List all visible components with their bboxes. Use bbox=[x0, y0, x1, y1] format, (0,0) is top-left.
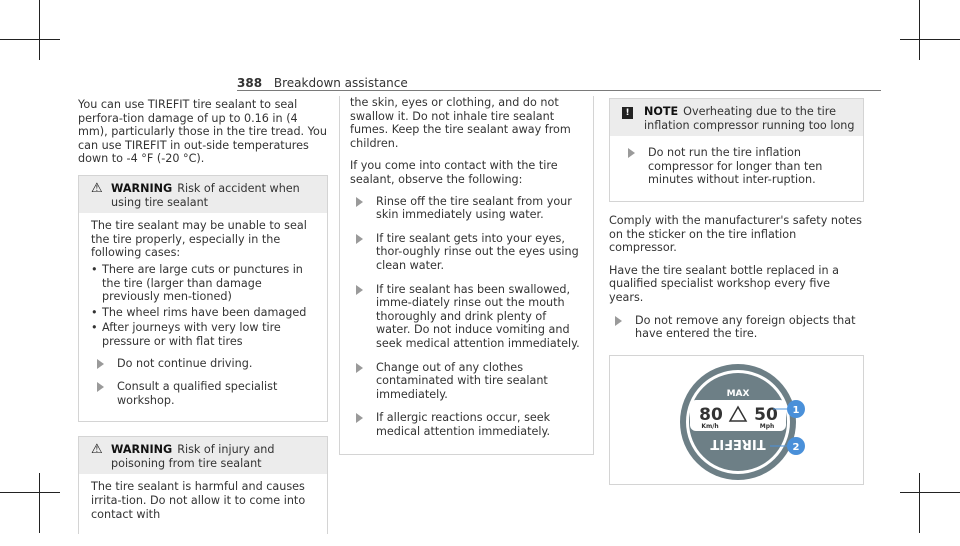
step-text: Do not continue driving. bbox=[117, 356, 253, 370]
step-arrow-icon bbox=[97, 382, 104, 392]
warning-body bbox=[79, 213, 327, 421]
list-item: • After journeys with very low tire pressure or with flat tires bbox=[91, 321, 317, 348]
sticker-mph-unit: Mph bbox=[759, 422, 775, 430]
step-item bbox=[350, 411, 583, 438]
step-item bbox=[350, 232, 583, 273]
step-arrow-icon bbox=[628, 148, 635, 158]
callout-number: 1 bbox=[792, 404, 800, 416]
warning-triangle-icon: ⚠ bbox=[91, 442, 103, 458]
step-text: If tire sealant gets into your eyes, thor-oughly rinse out the eyes using clean water. bbox=[376, 231, 579, 272]
warning-title: Risk of accident when using tire sealant bbox=[111, 181, 300, 209]
step-text: Rinse off the tire sealant from your skin immediately using water. bbox=[376, 194, 572, 222]
step-item bbox=[609, 314, 864, 341]
step-text: If allergic reactions occur, seek medical attention immediately. bbox=[376, 411, 551, 438]
crop-mark bbox=[0, 492, 60, 493]
note-label: NOTE bbox=[644, 105, 679, 118]
intro-paragraph: You can use TIREFIT tire sealant to seal perfora-tion damage of up to 0.16 in (4 mm), particularly those in the tire tread. You can use TIREFIT in out-side temperatures down to -4 °F (-20 °C). bbox=[78, 98, 327, 166]
column-2 bbox=[339, 98, 594, 467]
tirefit-sticker-graphic bbox=[610, 356, 863, 484]
step-item bbox=[622, 146, 853, 187]
sticker-brand-text: TIREFIT bbox=[710, 435, 766, 451]
crop-mark bbox=[0, 39, 60, 40]
warning-label: WARNING bbox=[111, 181, 173, 195]
sticker-kmh-unit: Km/h bbox=[701, 422, 719, 430]
note-header bbox=[610, 99, 863, 136]
column-1 bbox=[78, 98, 328, 546]
warning-title: Risk of injury and poisoning from tire sealant bbox=[111, 443, 275, 470]
crop-mark bbox=[900, 492, 960, 493]
step-arrow-icon bbox=[615, 316, 622, 326]
note-box bbox=[609, 98, 864, 202]
step-item bbox=[350, 361, 583, 402]
note-title: Overheating due to the tire inflation compressor running too long bbox=[644, 105, 855, 132]
notice-glyph: ! bbox=[622, 107, 633, 119]
step-arrow-icon bbox=[356, 285, 363, 295]
notice-icon bbox=[622, 105, 644, 132]
list-item: • There are large cuts or punctures in the tire (larger than damage previously men-tioned) bbox=[91, 263, 317, 304]
crop-mark bbox=[39, 473, 40, 533]
warning-box-continued bbox=[339, 96, 594, 455]
warning-body bbox=[79, 474, 327, 534]
crop-mark bbox=[919, 473, 920, 533]
step-item bbox=[91, 357, 317, 371]
warning-text: The tire sealant may be unable to seal the tire properly, especially in the following cases: bbox=[91, 219, 307, 260]
warning-box-injury bbox=[78, 436, 328, 534]
step-arrow-icon bbox=[356, 413, 363, 423]
step-arrow-icon bbox=[356, 234, 363, 244]
page-header bbox=[237, 76, 408, 90]
step-text: Do not run the tire inflation compressor for longer than ten minutes without inter-ruption. bbox=[648, 146, 823, 187]
step-text: Change out of any clothes contaminated with tire sealant immediately. bbox=[376, 360, 548, 401]
paragraph: Comply with the manufacturer's safety notes on the sticker on the tire inflation compressor. bbox=[609, 213, 862, 255]
warning-label: WARNING bbox=[111, 443, 173, 457]
crop-mark bbox=[900, 39, 960, 40]
step-item bbox=[91, 380, 317, 407]
step-item bbox=[350, 283, 583, 351]
sticker-max-text: MAX bbox=[726, 388, 750, 399]
warning-header bbox=[79, 437, 327, 474]
step-text: Consult a qualified specialist workshop. bbox=[117, 380, 278, 407]
header-divider bbox=[237, 90, 881, 91]
warning-instructions-intro: If you come into contact with the tire sealant, observe the following: bbox=[350, 159, 558, 186]
step-item bbox=[350, 195, 583, 222]
warning-continued-text: the skin, eyes or clothing, and do not swallow it. Do not inhale tire sealant fumes. Keep the tire sealant away from children. bbox=[350, 96, 571, 150]
sticker-kmh-value: 80 bbox=[699, 404, 723, 425]
step-arrow-icon bbox=[97, 359, 104, 369]
crop-mark bbox=[919, 0, 920, 60]
sticker-mph-value: 50 bbox=[754, 404, 778, 425]
crop-mark bbox=[39, 0, 40, 60]
list-item: • The wheel rims have been damaged bbox=[91, 306, 317, 320]
section-title: Breakdown assistance bbox=[273, 76, 408, 90]
warning-bullet-list bbox=[91, 263, 317, 349]
callout-number: 2 bbox=[792, 441, 800, 453]
note-body bbox=[610, 136, 863, 201]
step-text: Do not remove any foreign objects that have entered the tire. bbox=[635, 313, 856, 341]
step-arrow-icon bbox=[356, 197, 363, 207]
warning-text: The tire sealant is harmful and causes irrita-tion. Do not allow it to come into contact with bbox=[91, 480, 306, 521]
warning-triangle-icon: ⚠ bbox=[91, 180, 103, 196]
warning-box-accident bbox=[78, 175, 328, 422]
warning-header bbox=[79, 176, 327, 213]
column-3 bbox=[609, 98, 864, 485]
step-arrow-icon bbox=[356, 363, 363, 373]
sticker-illustration bbox=[609, 355, 864, 485]
paragraph: Have the tire sealant bottle replaced in a qualified specialist workshop every five years. bbox=[609, 263, 839, 304]
page-number: 388 bbox=[237, 76, 263, 90]
step-text: If tire sealant has been swallowed, imme-diately rinse out the mouth thoroughly and drink plenty of water. Do not induce vomiting and seek medical attention immediately. bbox=[376, 282, 580, 350]
